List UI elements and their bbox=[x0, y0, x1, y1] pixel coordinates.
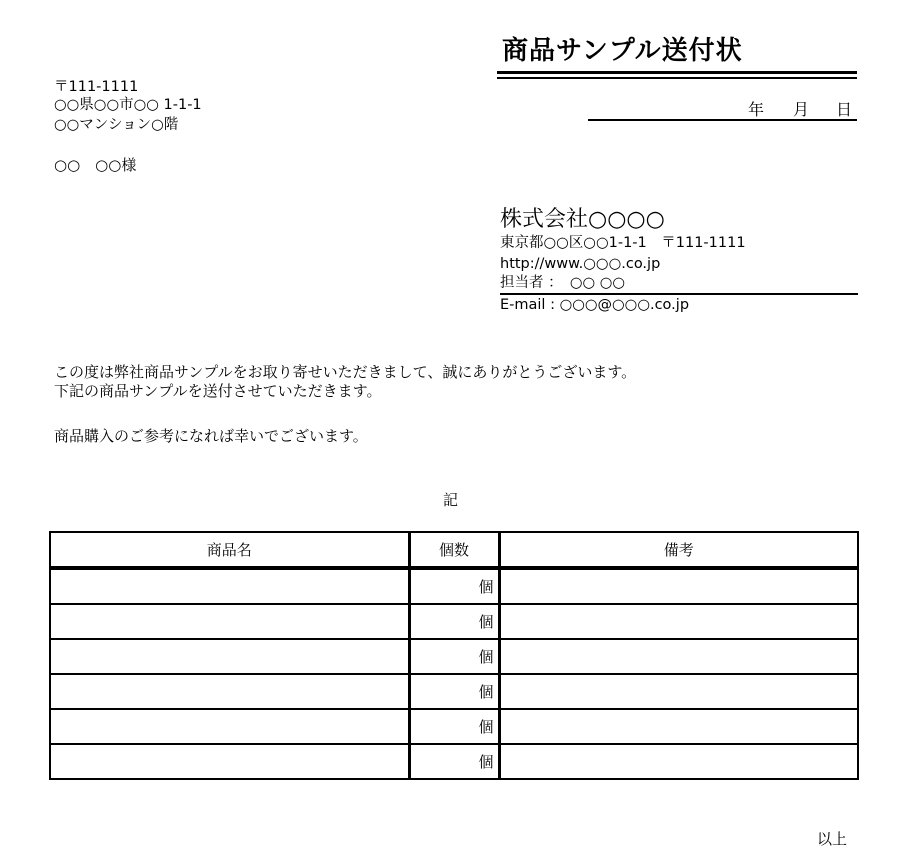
sender-contact-person: 担当者 ： ○○ ○○ bbox=[500, 275, 626, 291]
table-row bbox=[50, 639, 858, 674]
notes-cell[interactable] bbox=[499, 639, 858, 674]
recipient-name: ○○ ○○様 bbox=[54, 156, 137, 174]
closing-text: 以上 bbox=[817, 830, 848, 848]
items-table bbox=[49, 531, 859, 780]
sender-divider bbox=[500, 293, 858, 295]
table-header-row bbox=[50, 532, 858, 568]
table-row bbox=[50, 744, 858, 779]
recipient-postal-code: 〒111-1111 bbox=[54, 79, 139, 95]
title-underline-thick bbox=[497, 71, 857, 74]
product-name-cell[interactable] bbox=[50, 639, 409, 674]
header-notes: 備考 bbox=[499, 532, 858, 568]
notes-cell[interactable] bbox=[499, 744, 858, 779]
notes-cell[interactable] bbox=[499, 604, 858, 639]
product-name-cell[interactable] bbox=[50, 674, 409, 709]
header-quantity: 個数 bbox=[409, 532, 499, 568]
table-row bbox=[50, 568, 858, 604]
date-day-label: 日 bbox=[836, 100, 853, 119]
product-name-cell[interactable] bbox=[50, 604, 409, 639]
sender-url: http://www.○○○.co.jp bbox=[500, 256, 661, 272]
product-name-cell[interactable] bbox=[50, 568, 409, 604]
table-row bbox=[50, 674, 858, 709]
quantity-cell[interactable]: 個 bbox=[409, 568, 499, 604]
quantity-cell[interactable]: 個 bbox=[409, 744, 499, 779]
ki-heading: 記 bbox=[443, 491, 459, 509]
product-name-cell[interactable] bbox=[50, 709, 409, 744]
quantity-cell[interactable]: 個 bbox=[409, 709, 499, 744]
body-text-line-1: この度は弊社商品サンプルをお取り寄せいただきまして、誠にありがとうございます。 bbox=[54, 363, 637, 381]
notes-cell[interactable] bbox=[499, 568, 858, 604]
sender-email: E-mail : ○○○@○○○.co.jp bbox=[500, 297, 690, 313]
title-underline-thin bbox=[497, 77, 857, 79]
body-text-line-3: 商品購入のご参考になれば幸いでございます。 bbox=[54, 427, 368, 445]
table-row bbox=[50, 709, 858, 744]
sender-address: 東京都○○区○○1-1-1 〒111-1111 bbox=[500, 235, 746, 251]
table-row bbox=[50, 604, 858, 639]
recipient-building: ○○マンション○階 bbox=[54, 117, 179, 133]
date-year-label: 年 bbox=[748, 100, 765, 119]
quantity-cell[interactable]: 個 bbox=[409, 604, 499, 639]
product-name-cell[interactable] bbox=[50, 744, 409, 779]
notes-cell[interactable] bbox=[499, 709, 858, 744]
quantity-cell[interactable]: 個 bbox=[409, 674, 499, 709]
date-month-label: 月 bbox=[793, 100, 810, 119]
recipient-address: ○○県○○市○○ 1-1-1 bbox=[54, 97, 202, 113]
quantity-cell[interactable]: 個 bbox=[409, 639, 499, 674]
header-product-name: 商品名 bbox=[50, 532, 409, 568]
document-title: 商品サンプル送付状 bbox=[502, 36, 743, 66]
sender-company: 株式会社○○○○ bbox=[500, 207, 665, 232]
body-text-line-2: 下記の商品サンプルを送付させていただきます。 bbox=[54, 382, 382, 400]
date-field bbox=[588, 97, 857, 121]
notes-cell[interactable] bbox=[499, 674, 858, 709]
